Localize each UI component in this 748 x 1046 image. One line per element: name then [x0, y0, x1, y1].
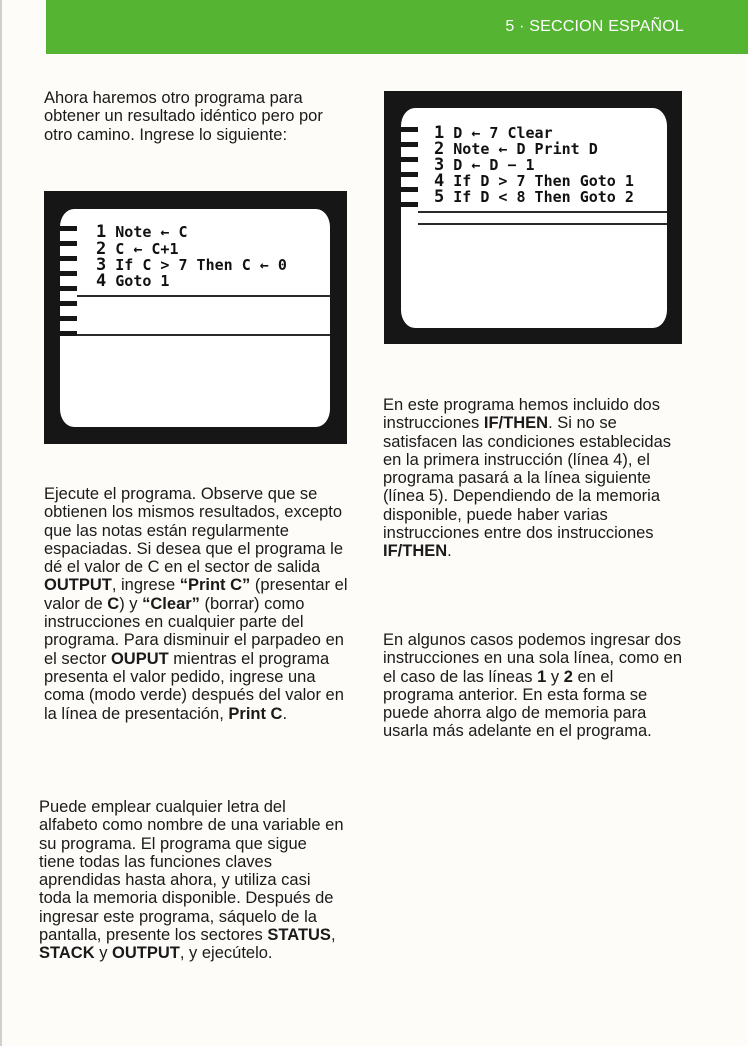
code-line-4: 4 Goto 1	[96, 271, 170, 291]
program-screen-1	[44, 191, 347, 444]
code-line-3: 3 If C > 7 Then C ← 0	[96, 255, 287, 275]
code-line-1: 1 D ← 7 Clear	[434, 123, 553, 143]
variables-paragraph: Puede emplear cualquier letra del alfabeto como nombre de una variable en su programa. El programa que sigue tiene todas las funciones claves aprendidas hasta ahora, y utiliza casi toda la memoria disponible. Después de ingresar este programa, sáquelo de la pantalla, presente los sectores STATUS, STACK y OUTPUT, y ejecútelo.	[39, 798, 344, 963]
code-line-1: 1 Note ← C	[96, 222, 188, 242]
memory-paragraph: En algunos casos podemos ingresar dos instrucciones en una sola línea, como en el caso de las líneas 1 y 2 en el programa anterior. En esta forma se puede ahorra algo de memoria para usarla más adelante en el programa.	[383, 631, 683, 741]
section-title: 5 · SECCION ESPAÑOL	[505, 18, 684, 35]
code-line-4: 4 If D > 7 Then Goto 1	[434, 171, 634, 191]
intro-paragraph: Ahora haremos otro programa para obtener un resultado idéntico pero por otro camino. Ingrese lo siguiente:	[44, 89, 323, 144]
screen-1-divider-bottom	[77, 334, 330, 336]
program-screen-2	[384, 91, 682, 344]
code-line-3: 3 D ← D − 1	[434, 155, 535, 175]
code-line-5: 5 If D < 8 Then Goto 2	[434, 187, 634, 207]
code-line-2: 2 Note ← D Print D	[434, 139, 598, 159]
screen-2-divider-bottom	[418, 223, 667, 225]
code-line-2: 2 C ← C+1	[96, 239, 179, 259]
ifthen-paragraph: En este programa hemos incluido dos instrucciones IF/THEN. Si no se satisfacen las condiciones establecidas en la primera instrucción (línea 4), el programa pasará a la línea siguiente (línea 5). Dependiendo de la memoria disponible, puede haber varias instrucciones entre dos instrucciones IF/THEN.	[383, 396, 672, 561]
section-header-band	[46, 0, 748, 54]
execution-paragraph: Ejecute el programa. Observe que se obtienen los mismos resultados, excepto que las notas están regularmente espaciadas. Si desea que el programa le dé el valor de C en el sector de salida OUTPUT, ingrese “Print C” (presentar el valor de C) y “Clear” (borrar) como instrucciones en cualquier parte del programa. Para disminuir el parpadeo en el sector OUPUT mientras el programa presenta el valor pedido, ingrese una coma (modo verde) después del valor en la línea de presentación, Print C.	[44, 485, 348, 723]
screen-1-divider-top	[77, 295, 330, 297]
screen-2-divider-top	[418, 211, 667, 213]
